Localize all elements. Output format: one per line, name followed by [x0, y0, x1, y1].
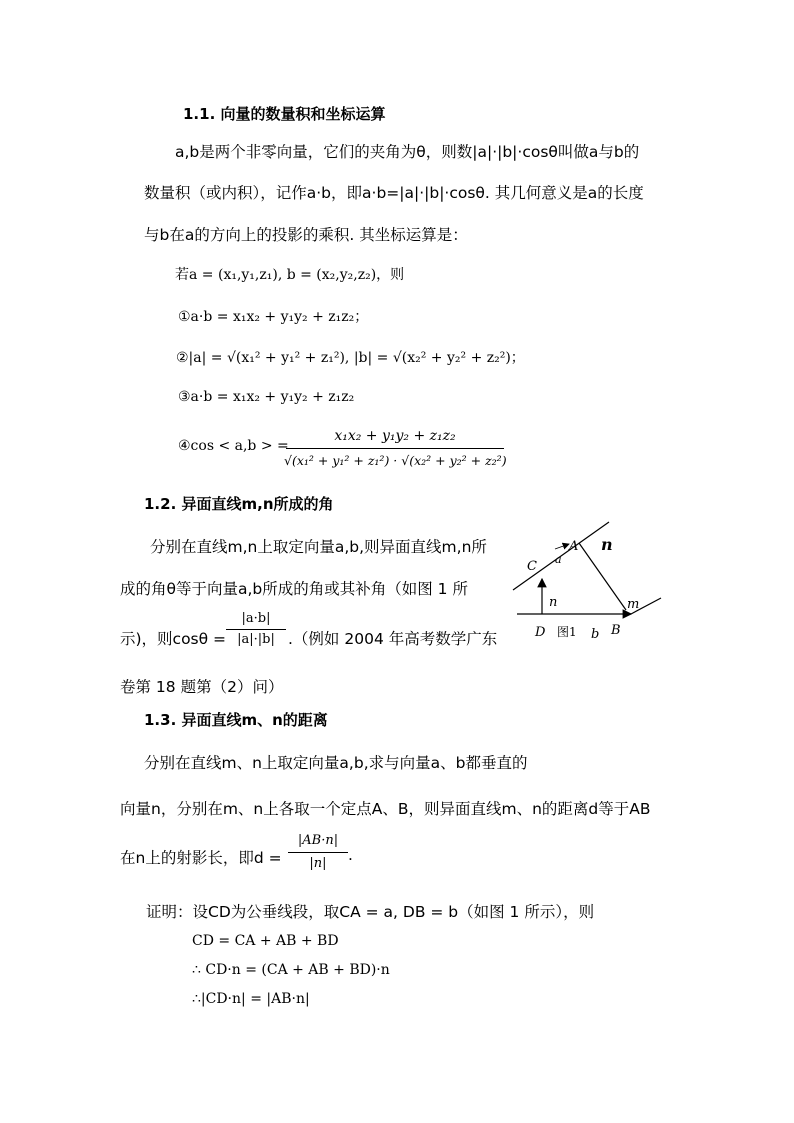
s2-fraction-numerator: |a·b| — [241, 611, 271, 626]
s2-fraction-bar — [226, 629, 286, 630]
s3-paragraph-line-3-end: . — [348, 846, 353, 864]
proof-equation-3: ∴|CD·n| = |AB·n| — [192, 991, 310, 1007]
label-vector-b: b — [591, 627, 600, 642]
formula-3: ③a·b = x₁x₂ + y₁y₂ + z₁z₂ — [178, 389, 355, 405]
label-c: C — [527, 559, 537, 574]
label-m: m — [627, 597, 640, 612]
s1-coordinates-line: 若a = (x₁,y₁,z₁), b = (x₂,y₂,z₂)，则 — [175, 267, 405, 283]
section-1-1-title: 1.1. 向量的数量积和坐标运算 — [183, 105, 386, 123]
s1-paragraph-line-2: 数量积（或内积），记作a·b，即a·b=|a|·|b|·cosθ. 其几何意义是a的长度 — [144, 184, 644, 202]
formula-1: ①a·b = x₁x₂ + y₁y₂ + z₁z₂； — [178, 309, 369, 325]
label-d: D — [535, 625, 546, 640]
s2-paragraph-line-2: 成的角θ等于向量a,b所成的角或其补角（如图 1 所 — [120, 580, 468, 598]
label-n-bold: n — [601, 535, 613, 554]
s3-fraction-denominator: |n| — [309, 856, 327, 871]
s1-paragraph-line-3: 与b在a的方向上的投影的乘积. 其坐标运算是： — [144, 226, 468, 244]
label-a-point: A — [569, 539, 579, 554]
s2-paragraph-line-3-end: .（例如 2004 年高考数学广东 — [288, 630, 498, 648]
formula-4-denominator: √(x₁² + y₁² + z₁²) · √(x₂² + y₂² + z₂²) — [284, 453, 507, 468]
s2-paragraph-line-3-start: 示)，则cosθ = — [120, 630, 227, 648]
figure-caption: 图1 — [557, 625, 577, 639]
formula-4-fraction-bar — [286, 448, 504, 449]
proof-intro: 证明：设CD为公垂线段，取CA = a, DB = b（如图 1 所示），则 — [146, 903, 595, 921]
s2-paragraph-line-4: 卷第 18 题第（2）问） — [120, 678, 284, 696]
section-1-3-title: 1.3. 异面直线m、n的距离 — [144, 711, 328, 729]
proof-equation-1: CD = CA + AB + BD — [192, 933, 339, 949]
formula-4-lhs: ④cos < a,b > = — [178, 438, 289, 454]
formula-4-numerator: x₁x₂ + y₁y₂ + z₁z₂ — [334, 428, 456, 444]
s3-paragraph-line-3-start: 在n上的射影长，即d = — [120, 849, 282, 867]
formula-2: ②|a| = √(x₁² + y₁² + z₁²), |b| = √(x₂² + y₂² + z₂²)； — [176, 350, 525, 366]
figure-1-diagram — [505, 520, 665, 650]
s3-paragraph-line-1: 分别在直线m、n上取定向量a,b,求与向量a、b都垂直的 — [144, 754, 528, 772]
label-vector-a: a — [555, 553, 562, 566]
s2-paragraph-line-1: 分别在直线m,n上取定向量a,b,则异面直线m,n所 — [150, 538, 487, 556]
label-vector-n: n — [549, 595, 558, 610]
s3-paragraph-line-2: 向量n，分别在m、n上各取一个定点A、B，则异面直线m、n的距离d等于AB — [120, 800, 651, 818]
s3-fraction-numerator: |AB·n| — [297, 833, 339, 848]
proof-equation-2: ∴ CD·n = (CA + AB + BD)·n — [192, 962, 390, 978]
section-1-2-title: 1.2. 异面直线m,n所成的角 — [144, 495, 334, 513]
vector-a-arrow — [555, 544, 569, 549]
s1-paragraph-line-1: a,b是两个非零向量，它们的夹角为θ，则数|a|·|b|·cosθ叫做a与b的 — [175, 143, 640, 161]
s2-fraction-denominator: |a|·|b| — [237, 632, 275, 647]
s3-fraction-bar — [288, 852, 348, 853]
label-b-point: B — [611, 623, 621, 638]
